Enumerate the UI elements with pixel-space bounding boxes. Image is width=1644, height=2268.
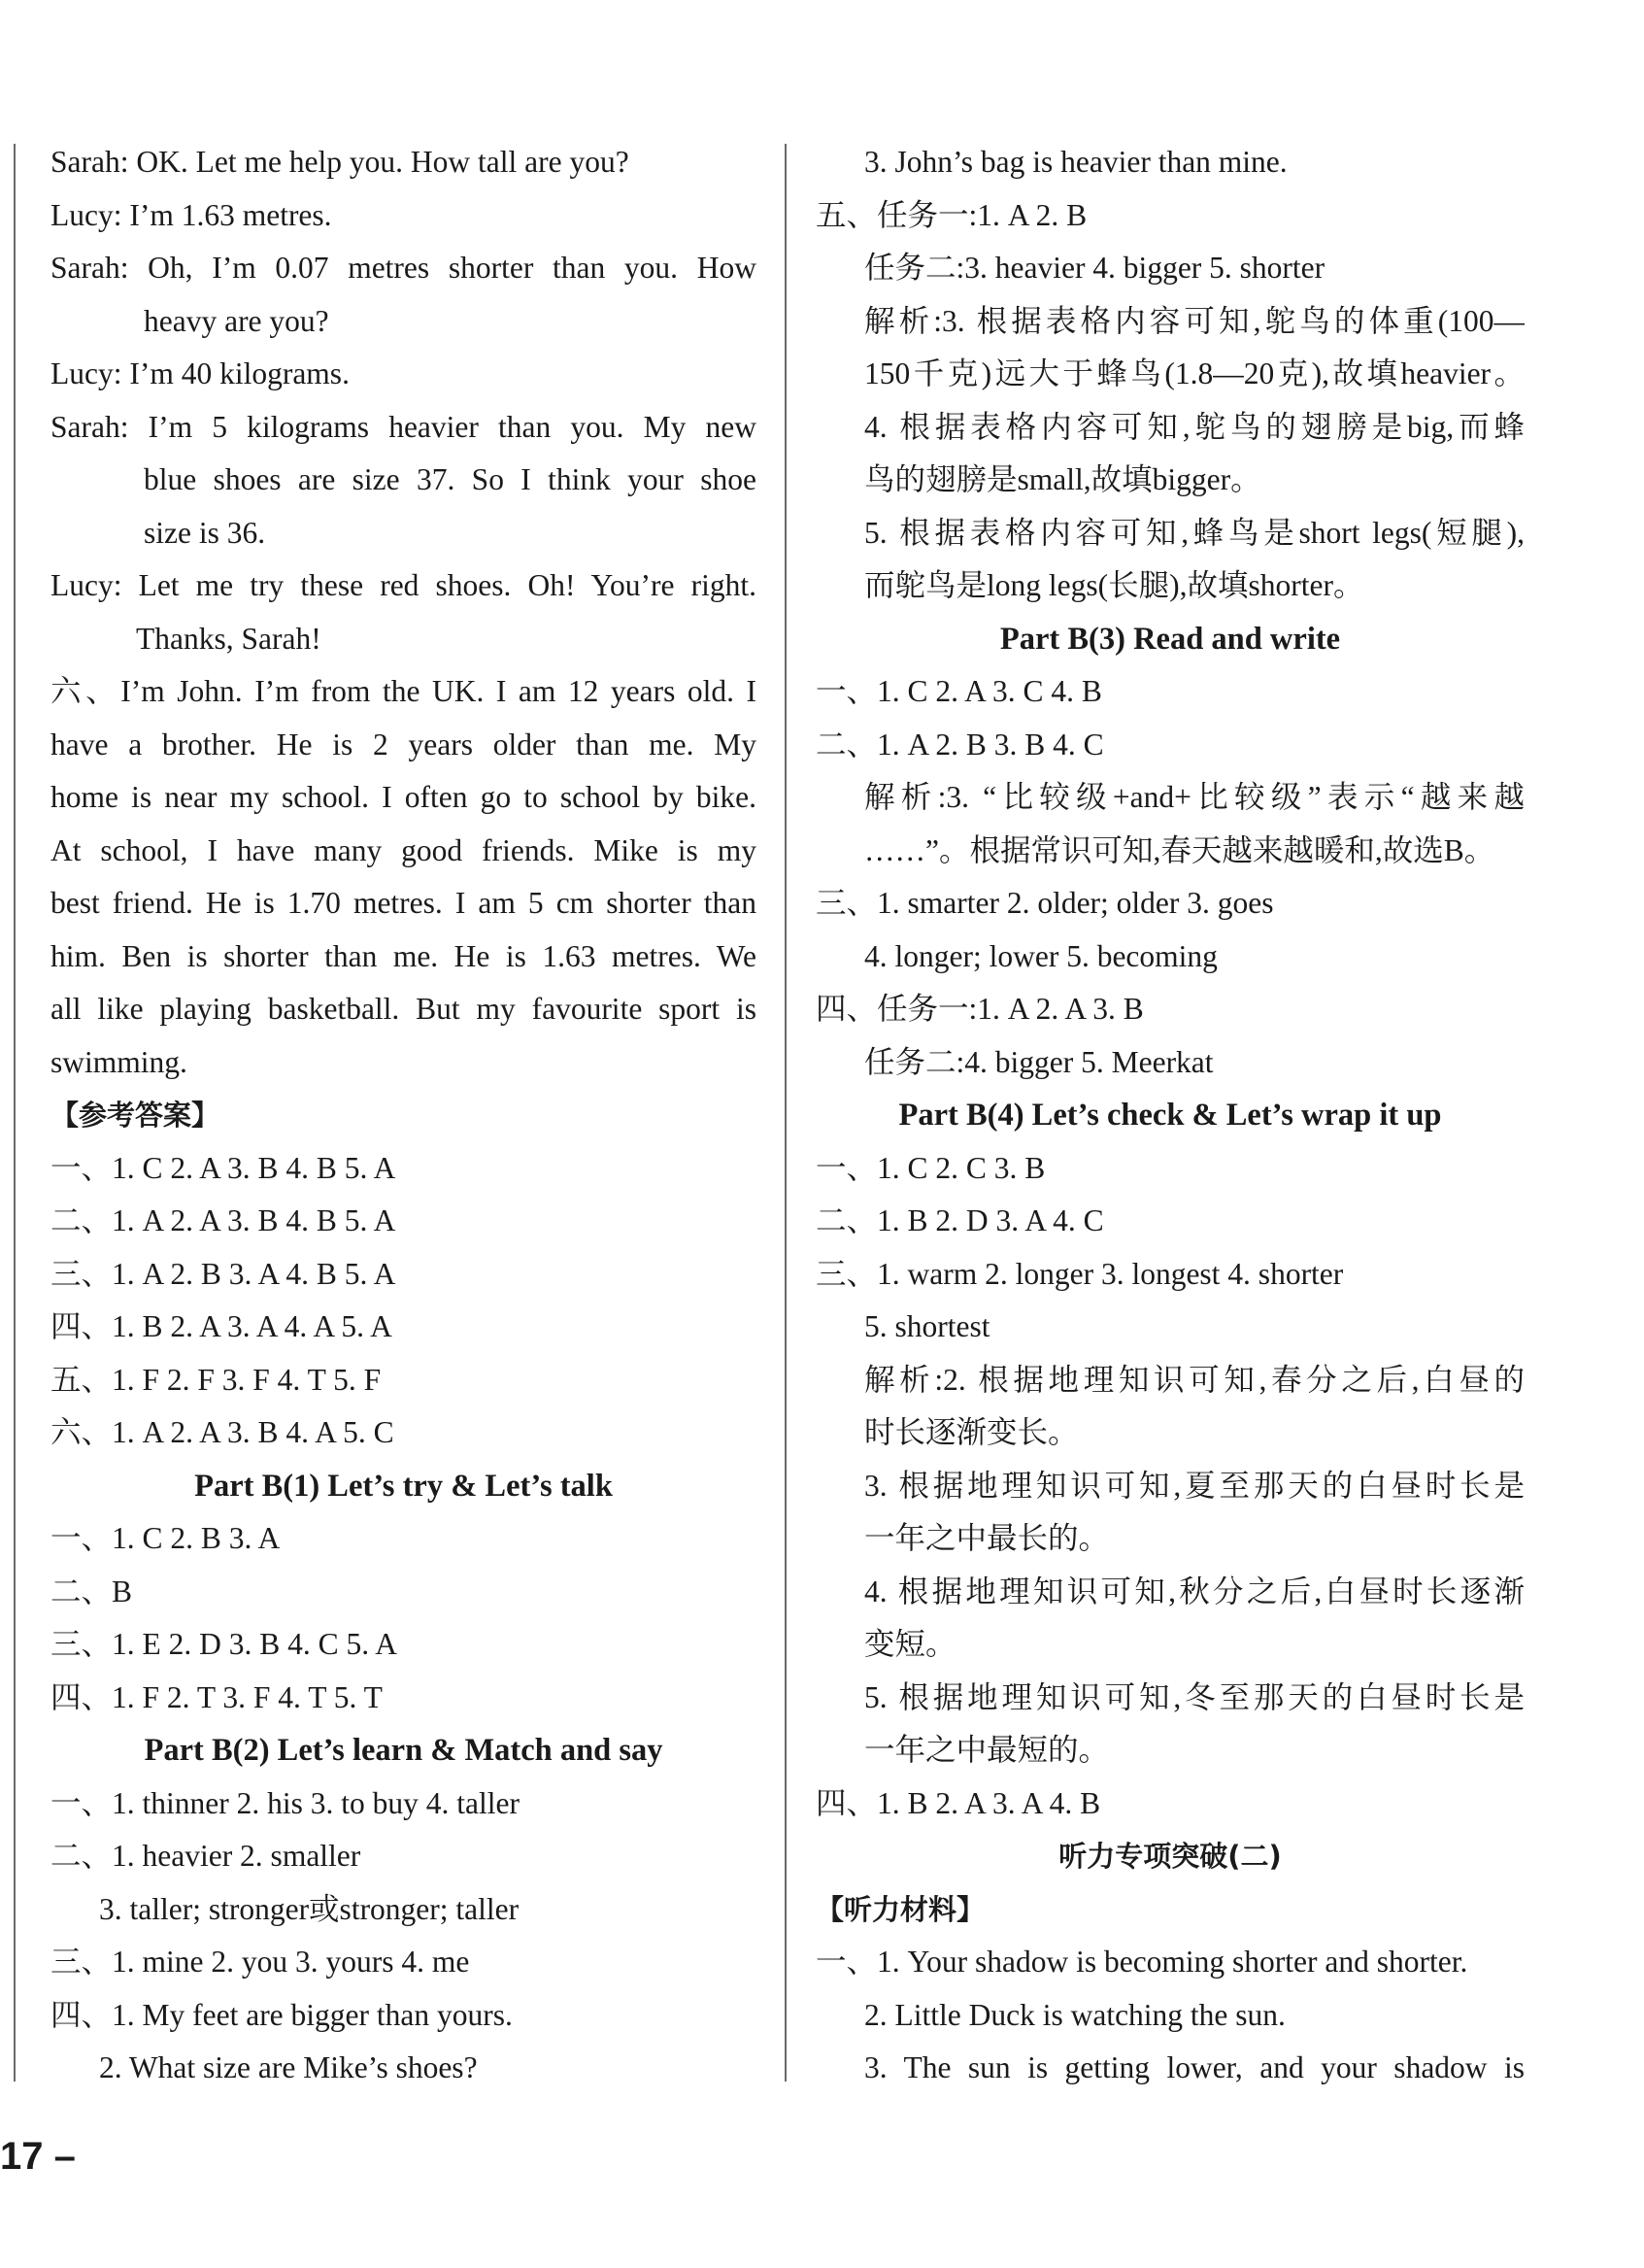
listening-line: 一、1. Your shadow is becoming shorter and shorter. [816, 1945, 1468, 1979]
explanation-line: 解析:2. 根据地理知识可知,春分之后,白昼的 [864, 1362, 1525, 1397]
part-heading: Part B(3) Read and write [999, 621, 1341, 657]
column-divider [785, 144, 787, 2082]
explanation-line: 鸟的翅膀是small,故填bigger。 [864, 462, 1261, 496]
answer-line: 四、1. F 2. T 3. F 4. T 5. T [50, 1679, 383, 1714]
answer-line: 六、1. A 2. A 3. B 4. A 5. C [50, 1415, 394, 1449]
answer-line: 二、1. B 2. D 3. A 4. C [816, 1203, 1104, 1237]
answer-line: 3. John’s bag is heavier than mine. [864, 145, 1288, 179]
explanation-line: 4. 根据表格内容可知,鸵鸟的翅膀是big,而蜂 [864, 409, 1525, 444]
dialogue-line: Lucy: I’m 40 kilograms. [50, 356, 350, 390]
explanation-line: 解析:3. 根据表格内容可知,鸵鸟的体重(100— [864, 303, 1525, 338]
passage-line: swimming. [50, 1044, 187, 1079]
passage-line: have a brother. He is 2 years older than me. My [50, 727, 756, 762]
answer-line: 四、1. B 2. A 3. A 4. B [816, 1785, 1101, 1820]
answer-line: 二、1. A 2. A 3. B 4. B 5. A [50, 1203, 396, 1237]
answer-line: 四、任务一:1. A 2. A 3. B [816, 992, 1144, 1026]
answer-line: 一、1. C 2. C 3. B [816, 1150, 1046, 1185]
passage-line: best friend. He is 1.70 metres. I am 5 cm shorter than [50, 886, 756, 920]
section-heading: 听力专项突破(二) [1058, 1840, 1282, 1873]
answer-line: 二、1. A 2. B 3. B 4. C [816, 727, 1104, 762]
answer-line: 三、1. smarter 2. older; older 3. goes [816, 886, 1274, 920]
answer-line: 任务二:3. heavier 4. bigger 5. shorter [864, 251, 1325, 285]
left-margin-rule [14, 144, 16, 2082]
section-heading: 【参考答案】 [50, 1099, 220, 1132]
answer-line: 二、B [50, 1574, 133, 1608]
explanation-line: ……”。根据常识可知,春天越来越暖和,故选B。 [864, 832, 1495, 867]
answer-line: 二、1. heavier 2. smaller [50, 1839, 361, 1873]
dialogue-line: size is 36. [144, 515, 266, 550]
dialogue-line: Lucy: Let me try these red shoes. Oh! You’re right. [50, 568, 756, 602]
dialogue-line: Thanks, Sarah! [136, 621, 321, 656]
answer-line: 三、1. warm 2. longer 3. longest 4. shorter [816, 1256, 1344, 1291]
answer-line: 一、1. C 2. A 3. C 4. B [816, 674, 1102, 708]
answer-line: 3. taller; stronger或stronger; taller [99, 1891, 520, 1926]
dialogue-line: Sarah: OK. Let me help you. How tall are you? [50, 145, 629, 179]
answer-line: 四、1. B 2. A 3. A 4. A 5. A [50, 1309, 392, 1343]
explanation-line: 4. 根据地理知识可知,秋分之后,白昼时长逐渐 [864, 1574, 1525, 1608]
explanation-line: 3. 根据地理知识可知,夏至那天的白昼时长是 [864, 1468, 1525, 1503]
answer-line: 一、1. C 2. B 3. A [50, 1521, 281, 1555]
answer-line: 三、1. A 2. B 3. A 4. B 5. A [50, 1256, 396, 1291]
passage-line: him. Ben is shorter than me. He is 1.63 metres. We [50, 938, 756, 973]
explanation-line: 一年之中最短的。 [864, 1733, 1110, 1767]
part-heading: Part B(1) Let’s try & Let’s talk [194, 1468, 613, 1504]
explanation-line: 一年之中最长的。 [864, 1521, 1110, 1555]
dialogue-line: Sarah: I’m 5 kilograms heavier than you. My new [50, 409, 756, 444]
explanation-line: 150千克)远大于蜂鸟(1.8—20克),故填heavier。 [864, 356, 1525, 390]
answer-line: 任务二:4. bigger 5. Meerkat [864, 1044, 1214, 1079]
answer-line: 一、1. thinner 2. his 3. to buy 4. taller [50, 1785, 520, 1820]
dialogue-line: heavy are you? [144, 303, 329, 338]
listening-line: 3. The sun is getting lower, and your shadow is [864, 2050, 1525, 2084]
answer-line: 一、1. C 2. A 3. B 4. B 5. A [50, 1150, 396, 1185]
left-column [50, 136, 756, 2095]
explanation-line: 5. 根据地理知识可知,冬至那天的白昼时长是 [864, 1679, 1525, 1714]
explanation-line: 解析:3. “比较级+and+比较级”表示“越来越 [864, 780, 1525, 814]
answer-line: 三、1. E 2. D 3. B 4. C 5. A [50, 1627, 398, 1661]
passage-line: home is near my school. I often go to school by bike. [50, 780, 756, 814]
listening-line: 2. Little Duck is watching the sun. [864, 1997, 1286, 2032]
answer-line: 四、1. My feet are bigger than yours. [50, 1997, 513, 2032]
part-heading: Part B(4) Let’s check & Let’s wrap it up [898, 1098, 1442, 1133]
answer-line: 三、1. mine 2. you 3. yours 4. me [50, 1945, 470, 1979]
answer-line: 2. What size are Mike’s shoes? [99, 2050, 478, 2084]
answer-line: 4. longer; lower 5. becoming [864, 938, 1218, 973]
dialogue-line: Sarah: Oh, I’m 0.07 metres shorter than you. How [50, 251, 756, 285]
part-heading: Part B(2) Let’s learn & Match and say [144, 1733, 663, 1768]
answer-line: 五、任务一:1. A 2. B [816, 197, 1088, 232]
explanation-line: 5. 根据表格内容可知,蜂鸟是short legs(短腿), [864, 515, 1525, 550]
dialogue-line: blue shoes are size 37. So I think your shoe [144, 462, 756, 496]
right-column [816, 136, 1525, 2095]
passage-line: At school, I have many good friends. Mike is my [50, 832, 756, 867]
answer-line: 五、1. F 2. F 3. F 4. T 5. F [50, 1362, 382, 1397]
page-number: 17 – [0, 2135, 76, 2178]
explanation-line: 而鸵鸟是long legs(长腿),故填shorter。 [864, 568, 1364, 602]
dialogue-line: Lucy: I’m 1.63 metres. [50, 197, 332, 232]
passage-line: all like playing basketball. But my favourite sport is [50, 992, 756, 1026]
passage-line: 六、I’m John. I’m from the UK. I am 12 years old. I [50, 674, 756, 708]
answer-line: 5. shortest [864, 1309, 990, 1343]
explanation-line: 变短。 [864, 1627, 956, 1661]
explanation-line: 时长逐渐变长。 [864, 1415, 1079, 1449]
section-heading: 【听力材料】 [816, 1892, 986, 1926]
